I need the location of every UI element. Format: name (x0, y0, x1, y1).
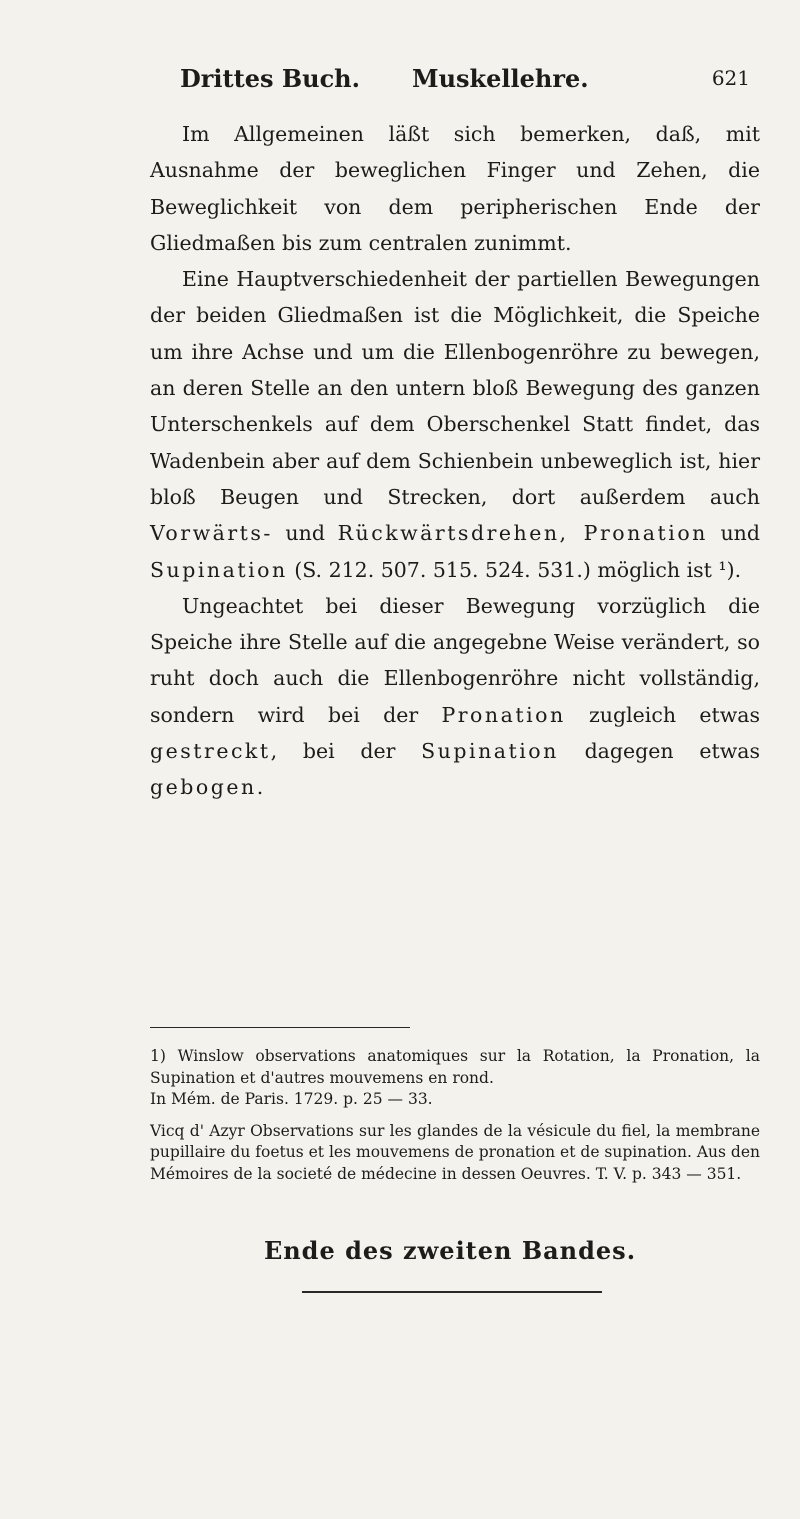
paragraph-2 (150, 261, 760, 588)
paragraph-3 (150, 588, 760, 806)
footnote-separator (150, 1027, 410, 1028)
paragraph-3-text: Ungeachtet bei dieser Bewegung vorzüglich die Speiche ihre Stelle auf die angegebne Weise verändert, so ruht doch auch die Ellenbogenröhre nicht vollständig, sondern wird bei der (150, 593, 760, 727)
term-pronation: Pronation (441, 702, 566, 727)
footnote-1-source: In Mém. de Paris. 1729. p. 25 — 33. (150, 1090, 433, 1108)
paragraph-2-text: Eine Hauptverschiedenheit der partiellen Bewegungen der beiden Gliedmaßen ist die Möglichkeit, die Speiche um ihre Achse und um die Ellenbogenröhre zu bewegen, an deren Stelle an den untern bloß Bewegung des ganzen Unterschenkels auf dem Oberschenkel Statt findet, das Wadenbein aber auf dem Schienbein unbeweglich ist, hier bloß Beugen und Strecken, dort außerdem auch (150, 267, 760, 509)
term-backward-pronation: Rückwärtsdrehen, Pronation (337, 521, 708, 546)
term-supination: Supination (421, 739, 559, 764)
footnotes (150, 1046, 760, 1195)
footnote-2: Vicq d' Azyr Observations sur les glandes de la vésicule du fiel, la membrane pupillaire du foetus et les mouvemens de pronation et de supination. Aus den Mémoires de la societé de médecine in dessen Oeuvres. T. V. p. 343 — 351. (150, 1121, 760, 1183)
term-forward: Vorwärts- (150, 521, 273, 546)
paragraph-3-end: . (256, 775, 264, 800)
page-number: 621 (711, 66, 750, 90)
paragraph-3-mid3: dagegen etwas (558, 739, 760, 764)
header-section-title: Muskellehre. (412, 64, 589, 93)
closing-rule (302, 1291, 602, 1293)
term-supination: Supination (150, 557, 288, 582)
footnote-1-text: 1) Winslow observations anatomiques sur la Rotation, la Pronation, la Supination et d'autres mouvemens en rond. (150, 1047, 760, 1087)
term-bent: gebogen (150, 775, 257, 800)
paragraph-2-tail: (S. 212. 507. 515. 524. 531.) möglich ist ¹). (287, 557, 742, 582)
conjunction: und (272, 521, 338, 546)
paragraph-1: Im Allgemeinen läßt sich bemerken, daß, mit Ausnahme der beweglichen Finger und Zehen, die Beweglichkeit von dem peripherischen Ende der Gliedmaßen bis zum centralen zunimmt. (150, 122, 760, 255)
running-header (150, 62, 750, 98)
term-extended: gestreckt (150, 739, 271, 764)
paragraph-3-mid: zugleich etwas (565, 702, 761, 727)
end-of-volume: Ende des zweiten Bandes. (263, 1236, 637, 1265)
conjunction: und (707, 521, 761, 546)
header-book-title: Drittes Buch. (179, 64, 360, 93)
main-text (150, 116, 760, 806)
footnote-1 (150, 1046, 760, 1111)
paragraph-3-mid2: , bei der (270, 739, 422, 764)
